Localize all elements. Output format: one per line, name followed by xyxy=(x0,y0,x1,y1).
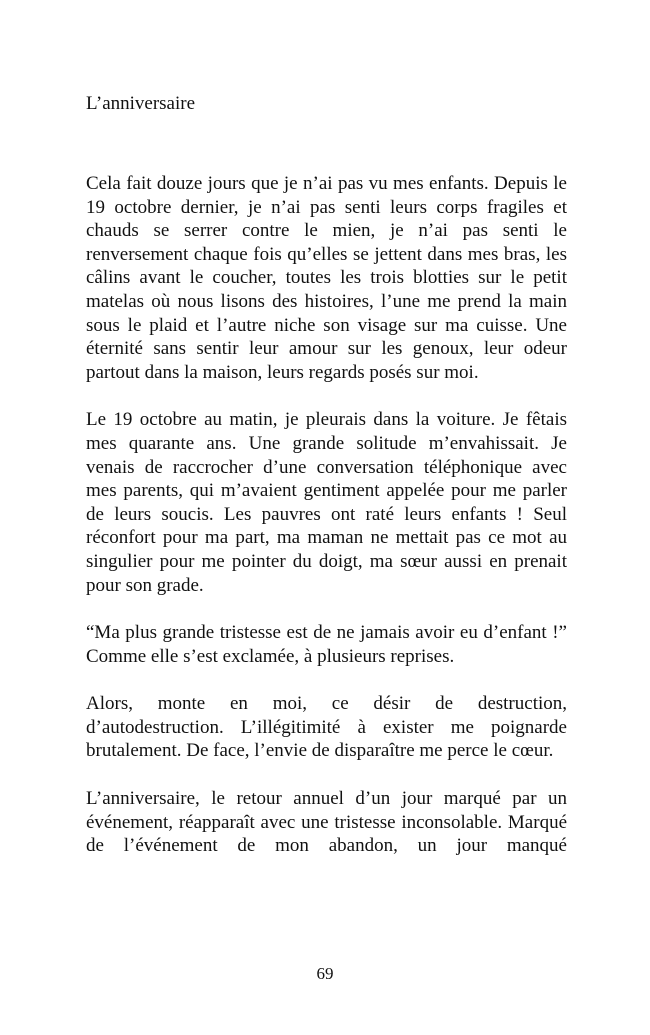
paragraph-3: “Ma plus grande tristesse est de ne jamais avoir eu d’enfant !” Comme elle s’est exclamée, à plusieurs reprises. xyxy=(86,622,567,667)
paragraph-1: Cela fait douze jours que je n’ai pas vu mes enfants. Depuis le 19 octobre dernier, je n’ai pas senti leurs corps fragiles et chauds se serrer contre le mien, je n’ai pas senti le renversement chaque fois qu’elles se jettent dans mes bras, les câlins avant le coucher, toutes les trois blotties sur le petit matelas où nous lisons des histoires, l’une me prend la main sous le plaid et l’autre niche son visage sur ma cuisse. Une éternité sans sentir leur amour sur les genoux, leur odeur partout dans la maison, leurs regards posés sur moi. xyxy=(86,173,567,383)
paragraph-2: Le 19 octobre au matin, je pleurais dans la voiture. Je fêtais mes quarante ans. Une grande solitude m’envahissait. Je venais de raccrocher d’une conversation téléphonique avec mes parents, qui m’avaient gentiment appelée pour me parler de leurs soucis. Les pauvres ont raté leurs enfants ! Seul réconfort pour ma part, ma maman ne mettait pas ce mot au singulier pour me pointer du doigt, ma sœur aussi en prenait pour son grade. xyxy=(86,409,567,596)
paragraph-4: Alors, monte en moi, ce désir de destruction, d’autodestruction. L’illégitimité à exister me poignarde brutalement. De face, l’envie de disparaître me perce le cœur. xyxy=(86,693,567,762)
chapter-title: L’anniversaire xyxy=(86,93,196,114)
page-number: 69 xyxy=(316,964,334,983)
page-body xyxy=(86,92,567,858)
paragraph-5: L’anniversaire, le retour annuel d’un jour marqué par un événement, réapparaît avec une tristesse inconsolable. Marqué de l’événement de mon abandon, un jour manqué xyxy=(86,788,567,857)
